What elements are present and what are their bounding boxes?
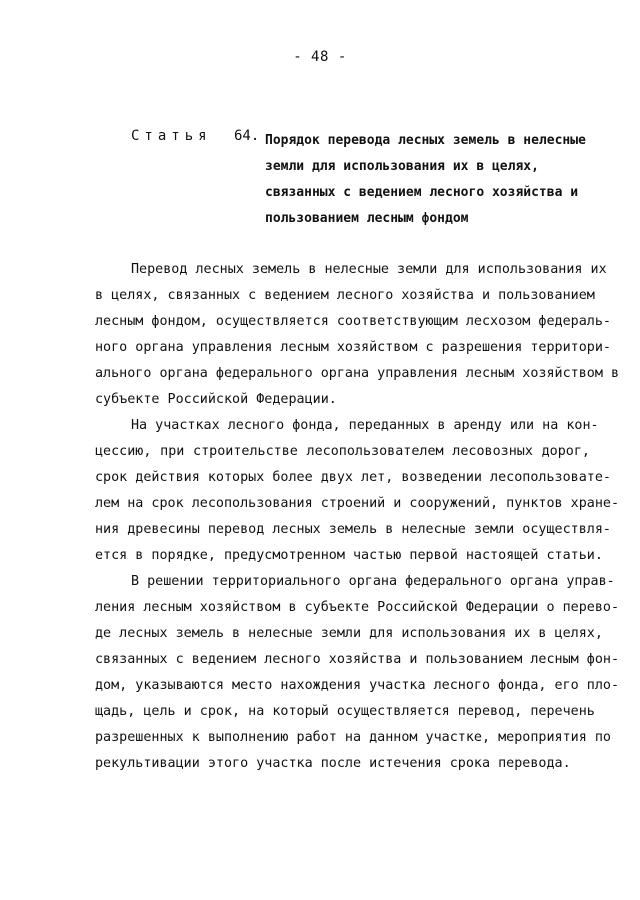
article-title-line: пользованием лесным фондом [265,211,469,226]
text-line: связанных с ведением лесного хозяйства и пользованием лесным фон- [95,652,620,667]
text-line: лесным фондом, осуществляется соответствующим лесхозом федераль- [95,314,611,329]
text-line: На участках лесного фонда, переданных в аренду или на кон- [131,418,599,433]
text-line: щадь, цель и срок, на который осуществляется перевод, перечень [95,704,595,719]
text-line: цессию, при строительстве лесопользователем лесовозных дорог, [95,444,590,459]
text-line: лем на срок лесопользования строений и сооружений, пунктов хране- [95,496,620,511]
article-body [95,257,620,777]
text-line: Перевод лесных земель в нелесные земли для использования их [131,262,607,277]
text-line: ния древесины перевод лесных земель в нелесные земли осуществля- [95,522,611,537]
text-line: В решении территориального органа федерального органа управ- [131,574,615,589]
text-line: ального органа федерального органа управления лесным хозяйством в [95,366,620,381]
text-line: в целях, связанных с ведением лесного хозяйства и пользованием [95,288,595,303]
text-line: субъекте Российской Федерации. [95,392,337,407]
article-title-line: связанных с ведением лесного хозяйства и [265,185,579,200]
article-label: Статья [131,128,212,144]
text-line: срок действия которых более двух лет, возведении лесопользовате- [95,470,611,485]
article-title-line: Порядок перевода лесных земель в нелесные [265,133,586,148]
text-line: ется в порядке, предусмотренном частью первой настоящей статьи. [95,548,603,563]
text-line: ления лесным хозяйством в субъекте Российской Федерации о перево- [95,600,620,615]
text-line: ного органа управления лесным хозяйством с разрешения территори- [95,340,611,355]
text-line: дом, указываются место нахождения участка лесного фонда, его пло- [95,678,620,693]
paragraph [95,569,620,777]
article-number: 64. [234,128,260,144]
text-line: де лесных земель в нелесные земли для использования их в целях, [95,626,603,641]
paragraph [95,257,620,413]
paragraph [95,413,620,569]
page-number: - 48 - [293,49,347,65]
text-line: рекультивации этого участка после истечения срока перевода. [95,756,571,771]
article-title-line: земли для использования их в целях, [265,159,539,174]
text-line: разрешенных к выполнению работ на данном участке, мероприятия по [95,730,611,745]
article-title [265,128,605,232]
